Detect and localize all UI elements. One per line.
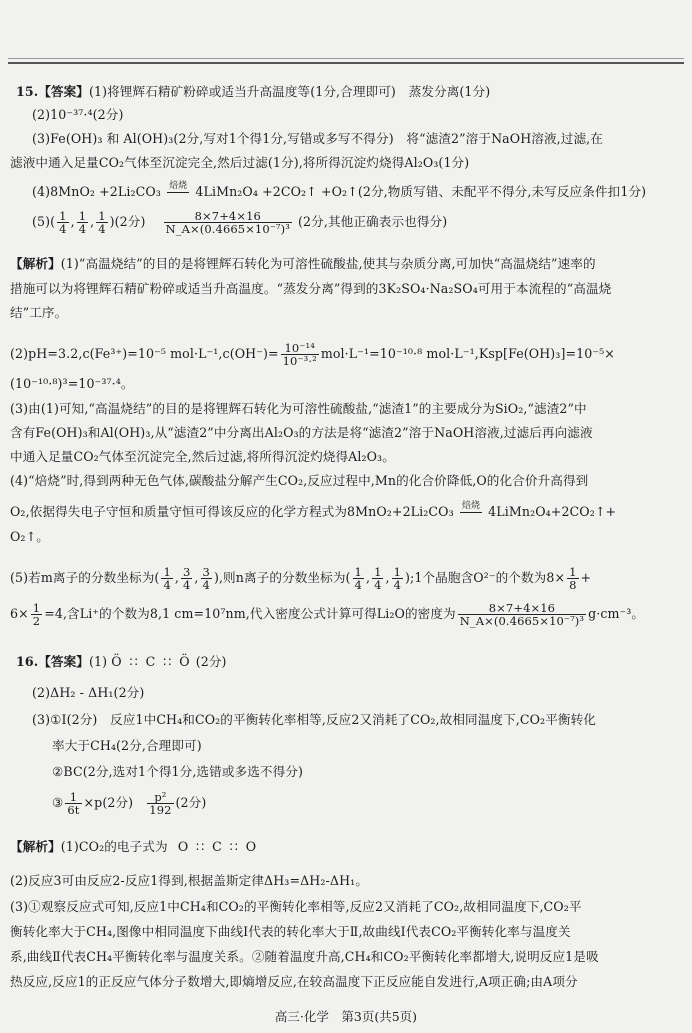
q15-m-x: $\frac{1}{4}$ bbox=[163, 565, 171, 592]
q16-analysis-text: (1)CO₂的电子式为 bbox=[60, 839, 168, 854]
q15-m-ion-text: (5)若m离子的分数坐标为( bbox=[10, 570, 160, 585]
page-footer: 高三·化学 第3页(共5页) bbox=[274, 1009, 418, 1024]
q15-analysis-6: (3)由(1)可知,“高温烧结”的目的是将锂辉石转化为可溶性硫酸盐,“滤渣1”的主要成分为SiO₂,“滤渣2”中 bbox=[10, 401, 587, 416]
header-rule bbox=[8, 62, 684, 64]
q16-answer-tag: 【答案】 bbox=[38, 654, 89, 669]
q15-answer-line-1 bbox=[16, 83, 490, 101]
q15-answer-tag: 【答案】 bbox=[38, 84, 89, 99]
q16-analysis-tag: 【解析】 bbox=[10, 839, 61, 854]
q15-density-note: (2分,其他正确表示也得分) bbox=[298, 214, 448, 229]
q15-plus: + bbox=[580, 570, 592, 585]
q15-analysis-11: O₂↑。 bbox=[10, 529, 49, 544]
q15-answer-1: (1)将锂辉石精矿粉碎或适当升高温度等(1分,合理即可) 蒸发分离(1分) bbox=[89, 84, 491, 99]
q15-answer-2: (2)10⁻³⁷·⁴(2分) bbox=[32, 107, 124, 122]
q16-rate-fraction: $\frac{1}{6t}$ bbox=[67, 790, 80, 817]
q15-analysis-tag: 【解析】 bbox=[10, 256, 61, 271]
q15-ksp-text: mol·L⁻¹=10⁻¹⁰·⁸ mol·L⁻¹,Ksp[Fe(OH)₃]=10⁻⁵× bbox=[320, 346, 615, 361]
q15-analysis-12: (5)若m离子的分数坐标为( $\frac{1}{4}$ , $\frac{3}{4}$ , $\frac{3}{4}$ ),则n离子的分数坐标为( $\frac{1}{4}$ , $\frac{1}{4}$ , $\frac{1}{4}$ );1个晶胞含O²⁻的个数为8× $\frac{1}{8}$ + bbox=[10, 565, 592, 592]
q16-answer-2: (2)ΔH₂ - ΔH₁(2分) bbox=[32, 685, 145, 700]
q16-number: 16. bbox=[16, 654, 39, 669]
q16-analysis-5: 系,曲线Ⅱ代表CH₄平衡转化率与温度关系。②随着温度升高,CH₄和CO₂平衡转化率都增大,说明反应1是吸 bbox=[10, 949, 599, 964]
q16-analysis-1 bbox=[10, 838, 258, 856]
q15-answer-3-cont: 滤液中通入足量CO₂气体至沉淀完全,然后过滤(1分),将所得沉淀灼烧得Al₂O₃(1分) bbox=[10, 155, 470, 170]
q16-part1-label: (1) bbox=[89, 654, 108, 669]
q15-eq-left: (4)8MnO₂ +2Li₂CO₃ bbox=[32, 184, 161, 199]
q15-n-y: $\frac{1}{4}$ bbox=[374, 565, 382, 592]
q15-analysis-3: 结”工序。 bbox=[10, 305, 68, 320]
q16-kp-score: (2分) bbox=[175, 795, 207, 810]
q15-answer-5: (5)( $\frac{1}{4}$ , $\frac{1}{4}$ , $\frac{1}{4}$ )(2分) $\frac{8\times 7+4\times 16}{\text{N\_A×(0.4665×10⁻⁷)³}}$ (2分,其他正确表示也得分) bbox=[32, 209, 448, 236]
q15-eq2-left: O₂,依据得失电子守恒和质量守恒可得该反应的化学方程式为8MnO₂+2Li₂CO₃ bbox=[10, 504, 454, 519]
q15-coord-open: (5)( bbox=[32, 214, 56, 229]
q15-eq-condition: 焙烧 bbox=[169, 181, 188, 191]
q16-part1-score: (2分) bbox=[195, 654, 227, 669]
q15-analysis-8: 中通入足量CO₂气体至沉淀完全,然后过滤,将所得沉淀灼烧得Al₂O₃。 bbox=[10, 449, 395, 464]
q15-m-y: $\frac{3}{4}$ bbox=[182, 565, 191, 592]
header-rule-thin bbox=[8, 58, 684, 59]
q15-density-formula: $\frac{8\times 7+4\times 16}{\text{N\_A×(0.4665×10⁻⁷)³}}$ bbox=[165, 209, 290, 236]
q15-eq2-right: 4LiMn₂O₄+2CO₂↑+ bbox=[488, 504, 617, 519]
q15-o-count-text: );1个晶胞含O²⁻的个数为8× bbox=[405, 570, 566, 585]
q16-analysis-formula: O ∷ C ∷ O bbox=[177, 839, 259, 854]
q15-li-count-text: =4,含Li⁺的个数为8,1 cm=10⁷nm,代入密度公式计算可得Li₂O的密度为 bbox=[44, 606, 456, 621]
q15-six-times: 6× bbox=[10, 606, 29, 621]
q15-eq2-condition: 焙烧 bbox=[461, 501, 481, 511]
q15-answer-4 bbox=[32, 180, 646, 205]
q16-analysis-6: 热反应,反应1的正反应气体分子数增大,即熵增反应,在较高温度下正反应能自发进行,A项正确;由A项分 bbox=[10, 974, 578, 989]
q15-coord-z: $\frac{1}{4}$ bbox=[98, 209, 106, 236]
q15-answer-3: (3)Fe(OH)₃ 和 Al(OH)₃(2分,写对1个得1分,写错或多写不得分) 将“滤渣2”溶于NaOH溶液,过滤,在 bbox=[32, 131, 603, 146]
q15-eq-right: 4LiMn₂O₄ +2CO₂↑ +O₂↑(2分,物质写错、未配平不得分,未写反应条件扣1分) bbox=[195, 184, 647, 199]
q15-eighth: $\frac{1}{8}$ bbox=[569, 565, 577, 592]
q16-analysis-2: (2)反应3可由反应2-反应1得到,根据盖斯定律ΔH₃=ΔH₂-ΔH₁。 bbox=[10, 873, 369, 888]
q15-m-z: $\frac{3}{4}$ bbox=[202, 565, 210, 592]
q16-kp-fraction: $\frac{\text{p²}}{192}$ bbox=[149, 790, 172, 817]
q16-circled-3: ③ bbox=[52, 795, 64, 810]
q15-analysis-2: 措施可以为将锂辉石精矿粉碎或适当升高温度。“蒸发分离”得到的3K₂SO₄·Na₂SO₄可用于本流程的“高温烧 bbox=[10, 281, 612, 296]
q15-coord-close: )(2分) bbox=[109, 214, 146, 229]
q15-n-z: $\frac{1}{4}$ bbox=[393, 565, 402, 592]
q16-rate-text: ×p(2分) bbox=[83, 795, 134, 810]
q15-analysis-5: (10⁻¹⁰·⁸)³=10⁻³⁷·⁴。 bbox=[10, 376, 134, 391]
q16-answer-3-cont: 率大于CH₄(2分,合理即可) bbox=[52, 738, 202, 753]
q15-coord-y: $\frac{1}{4}$ bbox=[78, 209, 87, 236]
q15-n-x: $\frac{1}{4}$ bbox=[354, 565, 362, 592]
q15-analysis-1 bbox=[10, 255, 596, 273]
q15-analysis-7: 含有Fe(OH)₃和Al(OH)₃,从“滤渣2”中分离出Al₂O₃的方法是将“滤渣2”溶于NaOH溶液,过滤后再向滤液 bbox=[10, 425, 593, 440]
q15-density-unit: g·cm⁻³。 bbox=[588, 606, 645, 621]
q15-coord-x: $\frac{1}{4}$ bbox=[59, 209, 67, 236]
q15-analysis-13 bbox=[10, 602, 644, 627]
q15-number: 15. bbox=[16, 84, 39, 99]
q16-analysis-3: (3)①观察反应式可知,反应1中CH₄和CO₂的平衡转化率相等,反应2又消耗了CO₂,故相同温度下,CO₂平 bbox=[10, 899, 582, 914]
q16-answer-3-2: ②BC(2分,选对1个得1分,选错或多选不得分) bbox=[52, 764, 303, 779]
q16-answer-line-1 bbox=[16, 653, 227, 671]
q16-electron-formula: Ö ∷ C ∷ Ö bbox=[111, 654, 192, 669]
q15-density-fraction: $\frac{8\times 7+4\times 16}{\text{N\_A×(0.4665×10⁻⁷)³}}$ bbox=[459, 601, 585, 628]
q15-analysis-4 bbox=[10, 342, 615, 367]
q16-analysis-4: 衡转化率大于CH₄,图像中相同温度下曲线Ⅰ代表的转化率大于Ⅱ,故曲线Ⅰ代表CO₂平衡转化率与温度关 bbox=[10, 924, 571, 939]
q16-answer-3: (3)①Ⅰ(2分) 反应1中CH₄和CO₂的平衡转化率相等,反应2又消耗了CO₂,故相同温度下,CO₂平衡转化 bbox=[32, 712, 596, 727]
q16-answer-3-3 bbox=[52, 791, 206, 816]
q15-oh-fraction: $\frac{\text{10⁻¹⁴}}{\text{10⁻³·²}}$ bbox=[282, 341, 317, 368]
q15-n-ion-text: ),则n离子的分数坐标为( bbox=[213, 570, 351, 585]
q15-ph-text: (2)pH=3.2,c(Fe³⁺)=10⁻⁵ mol·L⁻¹,c(OH⁻)= bbox=[10, 346, 279, 361]
q15-analysis-9: (4)“焙烧”时,得到两种无色气体,碳酸盐分解产生CO₂,反应过程中,Mn的化合价降低,O的化合价升高得到 bbox=[10, 473, 589, 488]
q15-analysis-text: (1)“高温烧结”的目的是将锂辉石转化为可溶性硫酸盐,使其与杂质分离,可加快“高温烧结”速率的 bbox=[60, 256, 596, 271]
q15-half: $\frac{1}{2}$ bbox=[32, 601, 41, 628]
q15-analysis-10 bbox=[10, 500, 616, 525]
